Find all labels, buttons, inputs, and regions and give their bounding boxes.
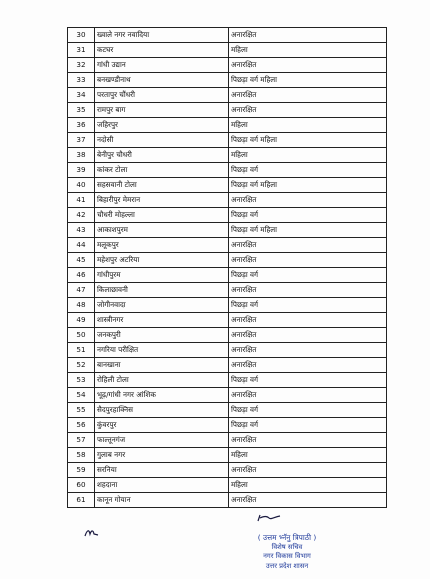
ward-name-cell: आकाशपुरम [95,223,229,238]
table-row [68,343,387,358]
reservation-category-cell: अनारक्षित [229,388,387,403]
reservation-category-cell: पिछड़ा वर्ग [229,268,387,283]
table-row [68,493,387,508]
ward-name-cell: महेशपुर अटरिया [95,253,229,268]
reservation-category-cell: पिछड़ा वर्ग [229,208,387,223]
ward-name-cell: गुलाब नगर [95,448,229,463]
ward-number-cell: 31 [68,43,95,58]
ward-number-cell: 54 [68,388,95,403]
ward-name-cell: गांधीपुरम [95,268,229,283]
ward-number-cell: 48 [68,298,95,313]
reservation-category-cell: पिछड़ा वर्ग महिला [229,178,387,193]
ward-number-cell: 40 [68,178,95,193]
ward-number-cell: 34 [68,88,95,103]
table-body [68,28,387,508]
ward-number-cell: 53 [68,373,95,388]
ward-number-cell: 36 [68,118,95,133]
signature-mark-right [256,512,282,524]
ward-name-cell: जहिरपुर [95,118,229,133]
table-row [68,328,387,343]
ward-name-cell: मलूकपुर [95,238,229,253]
reservation-category-cell: अनारक्षित [229,28,387,43]
reservation-category-cell: अनारक्षित [229,358,387,373]
ward-name-cell: कांकर टोला [95,163,229,178]
table-row [68,478,387,493]
ward-name-cell: शास्त्रीनगर [95,313,229,328]
table-row [68,283,387,298]
ward-name-cell: सैदपुरहाक्निस [95,403,229,418]
ward-number-cell: 32 [68,58,95,73]
table-row [68,118,387,133]
ward-number-cell: 45 [68,253,95,268]
reservation-category-cell: अनारक्षित [229,238,387,253]
reservation-category-cell: अनारक्षित [229,493,387,508]
reservation-category-cell: अनारक्षित [229,253,387,268]
ward-name-cell: ख्वाले नगर नवादिया [95,28,229,43]
table-row [68,298,387,313]
ward-number-cell: 56 [68,418,95,433]
reservation-category-cell: पिछड़ा वर्ग [229,418,387,433]
reservation-category-cell: अनारक्षित [229,433,387,448]
ward-number-cell: 33 [68,73,95,88]
reservation-category-cell: महिला [229,118,387,133]
table-row [68,163,387,178]
ward-name-cell: शहदाना [95,478,229,493]
table-row [68,88,387,103]
reservation-category-cell: महिला [229,448,387,463]
ward-name-cell: बिहारीपुर मेमरान [95,193,229,208]
reservation-category-cell: अनारक्षित [229,328,387,343]
stamp-department: नगर विकास विभाग [263,552,311,560]
ward-name-cell: कुंवरपुर [95,418,229,433]
stamp-designation: विशेष सचिव [271,542,303,551]
table-row [68,388,387,403]
table-row [68,58,387,73]
ward-name-cell: गांधी उद्यान [95,58,229,73]
ward-name-cell: नगरिया परीक्षित [95,343,229,358]
reservation-category-cell: अनारक्षित [229,88,387,103]
table-row [68,148,387,163]
table-row [68,403,387,418]
reservation-category-cell: अनारक्षित [229,193,387,208]
ward-number-cell: 55 [68,403,95,418]
ward-number-cell: 50 [68,328,95,343]
ward-number-cell: 35 [68,103,95,118]
table-row [68,313,387,328]
reservation-category-cell: अनारक्षित [229,463,387,478]
table-row [68,28,387,43]
table-row [68,133,387,148]
table-row [68,253,387,268]
ward-number-cell: 59 [68,463,95,478]
ward-number-cell: 30 [68,28,95,43]
ward-number-cell: 60 [68,478,95,493]
ward-number-cell: 58 [68,448,95,463]
ward-number-cell: 37 [68,133,95,148]
ward-name-cell: चौधरी मोहल्ला [95,208,229,223]
reservation-category-cell: महिला [229,43,387,58]
table-row [68,178,387,193]
reservation-category-cell: अनारक्षित [229,343,387,358]
ward-name-cell: नदोसी [95,133,229,148]
ward-name-cell: सरनिया [95,463,229,478]
ward-name-cell: बेनीपुर चौधरी [95,148,229,163]
reservation-category-cell: अनारक्षित [229,58,387,73]
ward-name-cell: जोगीनवादा [95,298,229,313]
reservation-category-cell: अनारक्षित [229,283,387,298]
reservation-category-cell: पिछड़ा वर्ग महिला [229,223,387,238]
ward-reservation-table [67,27,387,508]
table-row [68,373,387,388]
reservation-category-cell: पिछड़ा वर्ग [229,403,387,418]
ward-name-cell: बनखण्डीनाथ [95,73,229,88]
ward-number-cell: 51 [68,343,95,358]
table-row [68,43,387,58]
reservation-category-cell: अनारक्षित [229,103,387,118]
ward-number-cell: 44 [68,238,95,253]
ward-number-cell: 46 [68,268,95,283]
table-row [68,238,387,253]
ward-name-cell: कटघर [95,43,229,58]
ward-number-cell: 52 [68,358,95,373]
ward-number-cell: 47 [68,283,95,298]
ward-name-cell: रोहिली टोला [95,373,229,388]
table-row [68,103,387,118]
official-stamp [232,533,342,571]
stamp-name: ( उत्तम भ्नॅनु त्रिपाठी ) [257,533,317,542]
table-row [68,433,387,448]
table-row [68,268,387,283]
ward-number-cell: 41 [68,193,95,208]
reservation-category-cell: पिछड़ा वर्ग [229,163,387,178]
table-row [68,193,387,208]
ward-name-cell: रामपुर बाग [95,103,229,118]
table-row [68,73,387,88]
table-row [68,448,387,463]
reservation-category-cell: पिछड़ा वर्ग [229,373,387,388]
ward-name-cell: सहसवानी टोला [95,178,229,193]
ward-number-cell: 43 [68,223,95,238]
ward-name-cell: भूढ़/गांधी नगर आंशिक [95,388,229,403]
reservation-category-cell: अनारक्षित [229,313,387,328]
table-row [68,208,387,223]
ward-name-cell: किलाछावनी [95,283,229,298]
stamp-government: उत्तर प्रदेश शासन [265,561,309,570]
reservation-category-cell: पिछड़ा वर्ग [229,298,387,313]
table-row [68,358,387,373]
ward-number-cell: 38 [68,148,95,163]
reservation-category-cell: पिछड़ा वर्ग महिला [229,133,387,148]
table-row [68,223,387,238]
ward-name-cell: जनकपुरी [95,328,229,343]
ward-name-cell: बानखाना [95,358,229,373]
ward-number-cell: 42 [68,208,95,223]
reservation-category-cell: पिछड़ा वर्ग महिला [229,73,387,88]
ward-name-cell: कानून गोयान [95,493,229,508]
ward-number-cell: 39 [68,163,95,178]
ward-number-cell: 61 [68,493,95,508]
ward-number-cell: 49 [68,313,95,328]
ward-number-cell: 57 [68,433,95,448]
ward-name-cell: फाल्तूनगंज [95,433,229,448]
reservation-category-cell: महिला [229,478,387,493]
reservation-category-cell: महिला [229,148,387,163]
ward-name-cell: परतापुर चौंधरी [95,88,229,103]
table-row [68,463,387,478]
signature-mark-left [84,526,100,538]
table-row [68,418,387,433]
